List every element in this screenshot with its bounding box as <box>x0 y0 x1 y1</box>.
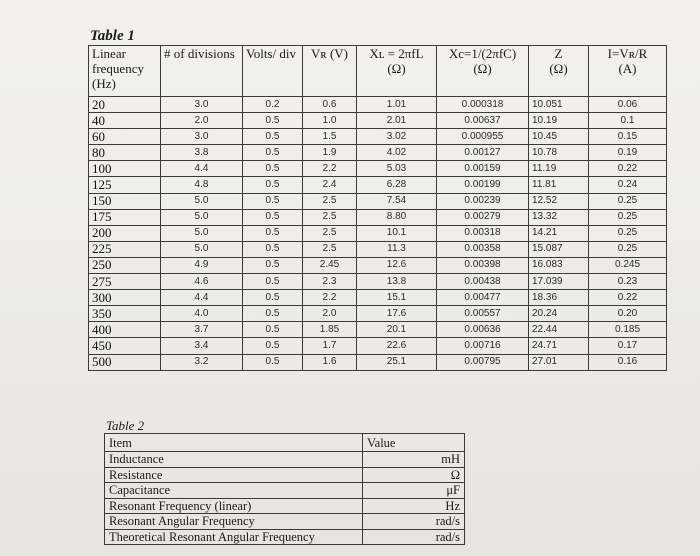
cell-xl: 2.01 <box>357 113 437 129</box>
cell-xc: 0.00159 <box>437 161 529 177</box>
cell-vr: 2.5 <box>303 193 357 209</box>
cell-vr: 2.5 <box>303 225 357 241</box>
cell-z: 24.71 <box>529 338 589 354</box>
cell-volts-div: 0.5 <box>243 161 303 177</box>
item-unit: Hz <box>363 498 465 514</box>
item-label: Resonant Angular Frequency <box>105 514 363 530</box>
table-row <box>89 145 667 161</box>
item-label: Capacitance <box>105 483 363 499</box>
table-row <box>89 113 667 129</box>
cell-xc: 0.00127 <box>437 145 529 161</box>
cell-divisions: 3.0 <box>161 97 243 113</box>
table1-title: Table 1 <box>90 28 135 44</box>
cell-xc: 0.000955 <box>437 129 529 145</box>
item-unit: Ω <box>363 467 465 483</box>
cell-divisions: 5.0 <box>161 209 243 225</box>
cell-xl: 22.6 <box>357 338 437 354</box>
cell-vr: 2.0 <box>303 306 357 322</box>
item-unit: mH <box>363 452 465 468</box>
cell-vr: 1.6 <box>303 354 357 370</box>
cell-current: 0.1 <box>589 113 667 129</box>
cell-xc: 0.00239 <box>437 193 529 209</box>
cell-vr: 2.5 <box>303 209 357 225</box>
header-current-unit: (A) <box>618 61 637 76</box>
cell-divisions: 4.9 <box>161 257 243 273</box>
cell-current: 0.245 <box>589 257 667 273</box>
cell-volts-div: 0.5 <box>243 209 303 225</box>
header-xc-unit: (Ω) <box>473 61 492 76</box>
cell-xl: 6.28 <box>357 177 437 193</box>
cell-frequency: 450 <box>89 338 161 354</box>
table-row <box>105 483 465 499</box>
table2-item-header: Item <box>105 434 363 452</box>
cell-z: 14.21 <box>529 225 589 241</box>
cell-xl: 11.3 <box>357 241 437 257</box>
cell-xc: 0.00358 <box>437 241 529 257</box>
cell-frequency: 150 <box>89 193 161 209</box>
table-row <box>89 209 667 225</box>
table-row <box>105 452 465 468</box>
cell-volts-div: 0.5 <box>243 274 303 290</box>
cell-vr: 1.5 <box>303 129 357 145</box>
cell-z: 13.32 <box>529 209 589 225</box>
header-current <box>589 46 667 97</box>
cell-xc: 0.00398 <box>437 257 529 273</box>
table-row <box>89 177 667 193</box>
cell-frequency: 225 <box>89 241 161 257</box>
table2-header-row <box>105 434 465 452</box>
cell-xc: 0.00477 <box>437 290 529 306</box>
header-current-label: I=Vʀ/R <box>607 46 648 61</box>
table2-title: Table 2 <box>106 418 145 433</box>
cell-xc: 0.00557 <box>437 306 529 322</box>
cell-xc: 0.00438 <box>437 274 529 290</box>
table-row <box>89 322 667 338</box>
header-xl <box>357 46 437 97</box>
cell-z: 10.051 <box>529 97 589 113</box>
cell-xl: 13.8 <box>357 274 437 290</box>
table-row <box>89 354 667 370</box>
cell-frequency: 125 <box>89 177 161 193</box>
cell-divisions: 4.4 <box>161 290 243 306</box>
cell-xc: 0.00279 <box>437 209 529 225</box>
cell-current: 0.25 <box>589 209 667 225</box>
cell-frequency: 500 <box>89 354 161 370</box>
cell-divisions: 3.8 <box>161 145 243 161</box>
cell-volts-div: 0.5 <box>243 129 303 145</box>
cell-frequency: 400 <box>89 322 161 338</box>
cell-xl: 8.80 <box>357 209 437 225</box>
cell-z: 12.52 <box>529 193 589 209</box>
cell-frequency: 175 <box>89 209 161 225</box>
cell-z: 22.44 <box>529 322 589 338</box>
cell-current: 0.25 <box>589 193 667 209</box>
cell-volts-div: 0.2 <box>243 97 303 113</box>
cell-volts-div: 0.5 <box>243 225 303 241</box>
cell-z: 16.083 <box>529 257 589 273</box>
cell-vr: 1.7 <box>303 338 357 354</box>
cell-frequency: 40 <box>89 113 161 129</box>
item-label: Resonant Frequency (linear) <box>105 498 363 514</box>
cell-xc: 0.00716 <box>437 338 529 354</box>
cell-volts-div: 0.5 <box>243 241 303 257</box>
cell-vr: 2.4 <box>303 177 357 193</box>
cell-current: 0.15 <box>589 129 667 145</box>
cell-vr: 1.9 <box>303 145 357 161</box>
header-z-unit: (Ω) <box>549 61 568 76</box>
cell-frequency: 275 <box>89 274 161 290</box>
cell-vr: 1.85 <box>303 322 357 338</box>
cell-frequency: 80 <box>89 145 161 161</box>
cell-frequency: 20 <box>89 97 161 113</box>
cell-xl: 4.02 <box>357 145 437 161</box>
item-unit: rad/s <box>363 529 465 545</box>
cell-volts-div: 0.5 <box>243 338 303 354</box>
table1 <box>88 45 667 371</box>
cell-xl: 5.03 <box>357 161 437 177</box>
table-row <box>89 257 667 273</box>
item-unit: rad/s <box>363 514 465 530</box>
cell-z: 27.01 <box>529 354 589 370</box>
cell-divisions: 3.7 <box>161 322 243 338</box>
table1-header-row <box>89 46 667 97</box>
cell-current: 0.25 <box>589 225 667 241</box>
table-row <box>105 514 465 530</box>
table-row <box>105 498 465 514</box>
cell-xl: 1.01 <box>357 97 437 113</box>
cell-volts-div: 0.5 <box>243 257 303 273</box>
cell-z: 11.19 <box>529 161 589 177</box>
cell-xl: 20.1 <box>357 322 437 338</box>
cell-volts-div: 0.5 <box>243 354 303 370</box>
cell-z: 18.36 <box>529 290 589 306</box>
item-label: Theoretical Resonant Angular Frequency <box>105 529 363 545</box>
cell-current: 0.19 <box>589 145 667 161</box>
header-divisions: # of divisions <box>161 46 243 97</box>
cell-z: 20.24 <box>529 306 589 322</box>
cell-volts-div: 0.5 <box>243 306 303 322</box>
cell-current: 0.24 <box>589 177 667 193</box>
cell-xl: 12.6 <box>357 257 437 273</box>
cell-xc: 0.00318 <box>437 225 529 241</box>
cell-divisions: 3.4 <box>161 338 243 354</box>
header-vr: Vʀ (V) <box>303 46 357 97</box>
table-row <box>89 290 667 306</box>
header-frequency: Linear frequency (Hz) <box>89 46 161 97</box>
cell-xc: 0.00637 <box>437 113 529 129</box>
table-row <box>89 338 667 354</box>
cell-current: 0.22 <box>589 161 667 177</box>
table-row <box>89 241 667 257</box>
table-row <box>105 467 465 483</box>
cell-z: 17.039 <box>529 274 589 290</box>
table2-value-header: Value <box>363 434 465 452</box>
cell-volts-div: 0.5 <box>243 193 303 209</box>
cell-frequency: 60 <box>89 129 161 145</box>
item-label: Resistance <box>105 467 363 483</box>
table-row <box>89 193 667 209</box>
cell-z: 11.81 <box>529 177 589 193</box>
cell-frequency: 100 <box>89 161 161 177</box>
table1-body <box>89 97 667 371</box>
table-row <box>105 529 465 545</box>
cell-current: 0.06 <box>589 97 667 113</box>
header-z <box>529 46 589 97</box>
cell-frequency: 200 <box>89 225 161 241</box>
cell-z: 15.087 <box>529 241 589 257</box>
cell-vr: 2.45 <box>303 257 357 273</box>
cell-xc: 0.00636 <box>437 322 529 338</box>
header-xc-label: Xc=1/(2πfC) <box>448 46 517 61</box>
cell-divisions: 5.0 <box>161 225 243 241</box>
item-label: Inductance <box>105 452 363 468</box>
table-row <box>89 129 667 145</box>
cell-vr: 2.3 <box>303 274 357 290</box>
header-xc <box>437 46 529 97</box>
cell-z: 10.78 <box>529 145 589 161</box>
cell-xc: 0.00199 <box>437 177 529 193</box>
cell-divisions: 2.0 <box>161 113 243 129</box>
cell-vr: 0.6 <box>303 97 357 113</box>
cell-divisions: 3.0 <box>161 129 243 145</box>
table2-body <box>105 434 465 545</box>
cell-volts-div: 0.5 <box>243 290 303 306</box>
header-xl-label: Xʟ = 2πfL <box>369 46 424 61</box>
cell-vr: 2.2 <box>303 290 357 306</box>
cell-current: 0.17 <box>589 338 667 354</box>
cell-divisions: 4.8 <box>161 177 243 193</box>
table2 <box>104 433 465 545</box>
cell-frequency: 250 <box>89 257 161 273</box>
item-unit: μF <box>363 483 465 499</box>
table-row <box>89 274 667 290</box>
cell-xc: 0.000318 <box>437 97 529 113</box>
cell-divisions: 5.0 <box>161 193 243 209</box>
cell-current: 0.20 <box>589 306 667 322</box>
cell-xl: 3.02 <box>357 129 437 145</box>
cell-xl: 25.1 <box>357 354 437 370</box>
cell-frequency: 300 <box>89 290 161 306</box>
cell-divisions: 4.6 <box>161 274 243 290</box>
cell-current: 0.23 <box>589 274 667 290</box>
cell-volts-div: 0.5 <box>243 145 303 161</box>
cell-divisions: 4.0 <box>161 306 243 322</box>
cell-vr: 2.5 <box>303 241 357 257</box>
cell-vr: 2.2 <box>303 161 357 177</box>
cell-current: 0.22 <box>589 290 667 306</box>
cell-volts-div: 0.5 <box>243 177 303 193</box>
cell-current: 0.16 <box>589 354 667 370</box>
cell-z: 10.19 <box>529 113 589 129</box>
cell-xl: 17.6 <box>357 306 437 322</box>
cell-divisions: 5.0 <box>161 241 243 257</box>
cell-xl: 7.54 <box>357 193 437 209</box>
table-row <box>89 225 667 241</box>
cell-current: 0.25 <box>589 241 667 257</box>
header-z-label: Z <box>554 46 563 61</box>
cell-xl: 15.1 <box>357 290 437 306</box>
cell-vr: 1.0 <box>303 113 357 129</box>
cell-z: 10.45 <box>529 129 589 145</box>
table-row <box>89 306 667 322</box>
cell-volts-div: 0.5 <box>243 113 303 129</box>
table-row <box>89 97 667 113</box>
cell-xl: 10.1 <box>357 225 437 241</box>
cell-current: 0.185 <box>589 322 667 338</box>
cell-frequency: 350 <box>89 306 161 322</box>
cell-volts-div: 0.5 <box>243 322 303 338</box>
header-xl-unit: (Ω) <box>387 61 406 76</box>
cell-divisions: 3.2 <box>161 354 243 370</box>
header-volts-div: Volts/ div <box>243 46 303 97</box>
table-row <box>89 161 667 177</box>
cell-xc: 0.00795 <box>437 354 529 370</box>
cell-divisions: 4.4 <box>161 161 243 177</box>
